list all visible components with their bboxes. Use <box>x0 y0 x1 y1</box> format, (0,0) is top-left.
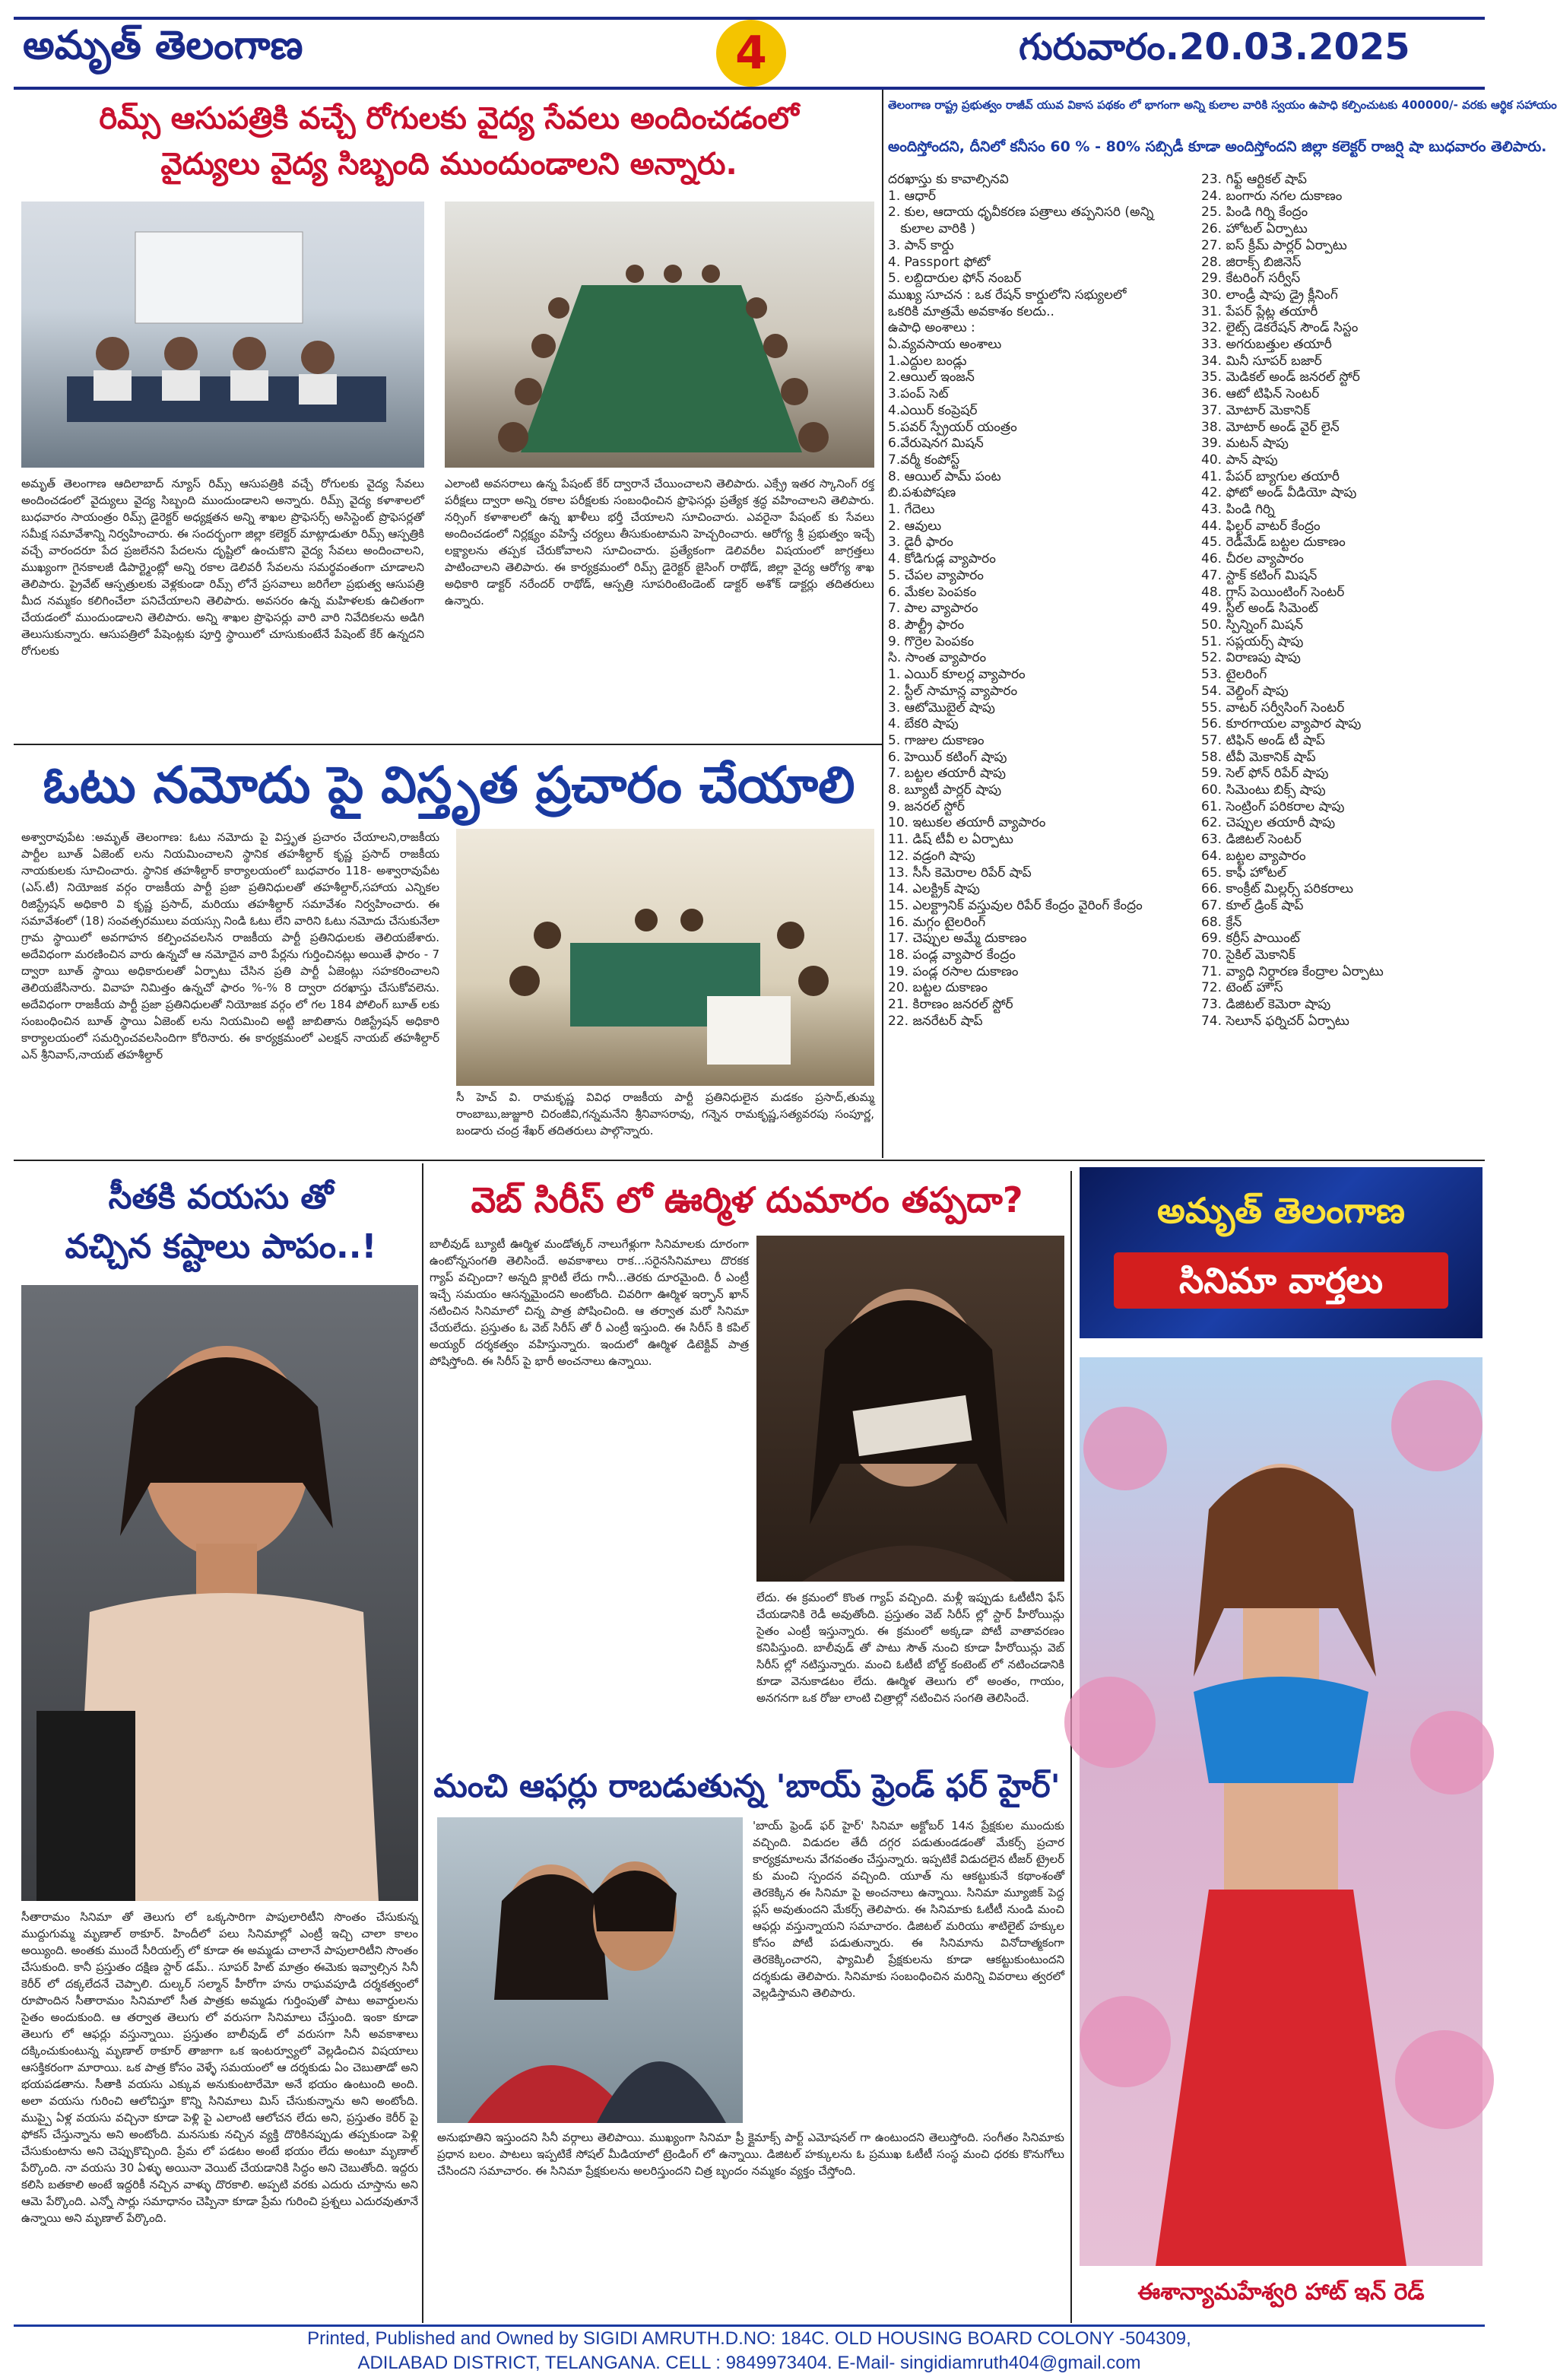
article4-body-bottom: లేదు. ఈ క్రమంలో కొంత గ్యాప్ వచ్చింది. మళ్లీ ఇప్పుడు ఓటీటీని ఫేస్ చేయడానికి రెడీ అవుతోంది. ప్రస్తుతం వెబ్ సిరీస్ ల్లో స్టార్ హీరోయిన్లు సైతం ఎంట్రీ ఇస్తున్నారు. ఈ క్రమంలో అక్కడా పోటీ వాతావరణం కనిపిస్తుంది. బాలీవుడ్ తో పాటు సౌత్ నుంచి కూడా హీరోయిన్లు వెబ్ సిరీస్ ల్లో నటిస్తున్నారు. మంచి ఓటీటీ బోల్డ్ కంటెంట్ లో నటించడానికి కూడా వెనుకాడటం లేదు. ఊర్మిళ తెలుగు లో అంతం, గాయం, అనగనగా ఒక రోజు లాంటి చిత్రాల్లో నటించిన సంగతి తెలిసిందే. <box>756 1591 1064 1705</box>
article4-body-top: బాలీవుడ్ బ్యూటీ ఊర్మిళ మండోత్కర్ నాలుగేళ్లుగా సినిమాలకు దూరంగా ఉంటోన్నసంగతి తెలిసిందే. అవకాశాలు రాక...సరైనసినిమాలు దొరకక గ్యాప్ వచ్చిందా? అన్నది క్లారిటీ లేదు గానీ...తెరకు దూరమైంది. రీ ఎంట్రీ ఇచ్చే సమయం ఆసన్నమైందని అంటోంది. చివరిగా ఊర్మిళ ఇర్ఫాన్ ఖాన్ నటించిన సినిమాలో చిన్న పాత్ర పోషించింది. ఆ తర్వాత మరో సినిమా చేయలేదు. ప్రస్తుతం ఓ వెబ్ సిరీస్ తో రీ ఎంట్రీ ఇస్తుంది. ఈ సిరీస్ కి కపిల్ అయ్యర్ దర్శకత్వం వహిస్తున్నారు. ఇందులో ఊర్మిళ డిటెక్టివ్ పాత్ర పోషిస్తోంది. ఈ సిరీస్ పై భారీ అంచనాలు ఉన్నాయి. <box>430 1237 749 1368</box>
webseries-poster-image <box>756 1236 1064 1582</box>
article1-body-left: అమృత్ తెలంగాణ ఆదిలాబాద్ న్యూస్ రిమ్స్ ఆసుపత్రికి వచ్చే రోగులకు వైద్య సేవలు అందించడంలో వైద్యులు వైద్య సిబ్బంది ముందుండాలని అన్నారు. రిమ్స్ వైద్య కళాశాలలో బుధవారం సాయంత్రం రిమ్స్ డైరెక్టర్ అధ్యక్షతన అన్ని శాఖల ప్రొఫెసర్స్ అసిస్టెంట్ ప్రొఫెసర్లతో సమీక్ష సమావేశాన్ని నిర్వహించారు. ఈ సందర్భంగా జిల్లా కలెక్టర్ మాట్లాడుతూ రిమ్స్ ఆస్పత్రికి వచ్చే వారందరూ పేద ప్రజలేనని పేదలను దృష్టిలో ఉంచుకొని వైద్య సేవలు అందించాలని, ముఖ్యంగా గైనకాలజీ డిపార్ట్మెంట్లో అన్ని రకాల డెలివరీ సేవలను సమర్థవంతంగా చూడాలని తెలిపారు. ప్రైవేట్ ఆస్పత్రులకు వెళ్లకుండా రిమ్స్ లోనే ప్రసవాలు జరిగేలా ప్రభుత్వ ఆసుపత్రి మీద నమ్మకం కలిగించేలా పనిచేయాలని తెలిపారు. అవసరం ఉన్న మహిళలకు ఉచితంగా చేయడంలో ముందుండాలని తెలిపారు. అన్ని శాఖల ప్రొఫెసర్లు వారి వారి నివేదికలను అడిగి తెలుసుకున్నారు. ఆసుపత్రిలో పేషెంట్లకు పూర్తి స్థాయిలో చూసుకుంటేనే పేషెంట్ కేర్ ఉన్నదని రోగులకు <box>21 477 424 658</box>
article3-headline-line2: వచ్చిన కష్టాలు పాపం..! <box>65 1227 377 1266</box>
actress-photo-mrunal-image <box>21 1285 418 1901</box>
page-number: 4 <box>716 20 786 87</box>
article1-headline-line2: వైద్యులు వైద్య సిబ్బంది ముందుండాలని అన్నారు. <box>160 147 737 182</box>
footer-line1: Printed, Published and Owned by SIGIDI AMRUTH.D.NO: 184C. OLD HOUSING BOARD COLONY -504309, <box>307 2328 1191 2349</box>
article2-headline: ఓటు నమోదు పై విస్తృత ప్రచారం చేయాలి <box>43 756 855 814</box>
party-meeting-photo-image <box>456 829 874 1086</box>
footer-line2: ADILABAD DISTRICT, TELANGANA. CELL : 9849973404. E-Mail- singidiamruth404@gmail.com <box>357 2353 1141 2373</box>
column-divider <box>422 1163 423 2323</box>
scheme-list-col1: దరఖాస్తు కు కావాల్సినవి 1. ఆధార్ 2. కుల, ఆదాయ ధృవీకరణ పత్రాలు తప్పనిసరి (అన్ని కులాల వారికి ) 3. పాన్ కార్డు 4. Passport ఫోటో 5. లబ్దిదారుల ఫోన్ నంబర్ ముఖ్య సూచన : ఒక రేషన్ కార్డులోని సభ్యులలో ఒకరికి మాత్రమే అవకాశం కలదు.. ఉపాధి అంశాలు : ఏ.వ్యవసాయ అంశాలు 1.ఎద్దుల బండ్లు 2.ఆయిల్ ఇంజన్ 3.పంప్ సెట్ 4.ఎయిర్ కంప్రెషర్ 5.పవర్ స్ప్రేయర్ యంత్రం 6.వేరుషెనగ మిషన్ 7.వర్మీ కంపోస్ట్ 8. ఆయిల్ పామ్ పంట బి.పశుపోషణ 1. గేదెలు 2. ఆవులు 3. డైరీ ఫారం 4. కోడిగుడ్ల వ్యాపారం 5. చేపల వ్యాపారం 6. మేకల పెంపకం 7. పాల వ్యాపారం 8. పౌల్ట్రీ ఫారం 9. గొర్రెల పెంపకం సి. సాంత వ్యాపారం 1. ఎయిర్ కూలర్ల వ్యాపారం 2. స్టీల్ సామాన్ల వ్యాపారం 3. ఆటోమొబైల్ షాపు 4. బేకరి షాపు 5. గాజుల దుకాణం 6. హెయిర్ కటింగ్ షాపు 7. బట్టల తయారీ షాపు 8. బ్యూటీ పార్లర్ షాపు 9. జనరల్ స్టోర్ 10. ఇటుకల తయారీ వ్యాపారం 11. డిష్ టీవీ ల ఏర్పాటు 12. వడ్రంగి షాపు 13. సీసీ కెమెరాల రిపేర్ షాప్ 14. ఎలక్ట్రిక్ షాపు 15. ఎలక్ట్రానిక్ వస్తువుల రిపేర్ కేంద్రం వైరింగ్ కేంద్రం 16. మగ్గం టైలరింగ్ 17. చెప్పుల అమ్మే దుకాణం 18. పండ్ల వ్యాపార కేంద్రం 19. పండ్ల రసాల దుకాణం 20. బట్టల దుకాణం 21. కిరాణం జనరల్ స్టోర్ 22. జనరేటర్ షాప్ <box>888 172 1154 1029</box>
meeting-photo-1-image <box>21 202 424 468</box>
actress-photo-mrunal <box>21 1285 418 1901</box>
webseries-poster <box>756 1236 1064 1582</box>
article3-headline-line1: సీతకి వయసు తో <box>108 1178 334 1217</box>
masthead: అమృత్ తెలంగాణ <box>23 23 303 68</box>
section-divider <box>14 1160 1485 1161</box>
article3-body: సీతారామం సినిమా తో తెలుగు లో ఒక్కసారిగా పాపులారిటీని సొంతం చేసుకున్న ముద్దుగుమ్మ మృణాల్ ఠాకూర్. హిందీలో పలు సినిమాల్లో ఎంట్రీ ఇచ్చి చాలా కాలం అయ్యింది. అంతకు ముందే సీరియల్స్ లో కూడా ఈ అమ్మడు చాలానే పాపులారిటీని సొంతం చేసుకుంది. కానీ ప్రస్తుతం దక్షిణ స్టార్ డమ్.. సూపర్ హిట్ మాత్రం ఈమెకు ఇవ్వాల్సిన సినీ కెరీర్ లో దక్కలేదనే చెప్పాలి. దుల్కర్ సల్మాన్ హీరోగా హను రాఘవపూడి దర్శకత్వంలో రూపొందిన సీతారామం సినిమాలో సీత పాత్రకు అమ్మడు గుర్తింపుతో పాటు అవార్డులను సైతం అందుకుంది. ఆ తర్వాత తెలుగు లో వరుసగా సినిమాలు చేస్తుంది. ఇంకా కూడా తెలుగు లో ఆఫర్లు వస్తున్నాయి. ప్రస్తుతం బాలీవుడ్ లో వరుసగా సినీ అవకాశాలు దక్కించుకుంటున్న మృణాల్ ఠాకూర్ తాజాగా ఒక ఇంటర్వ్యూలో వెల్లడించిన విషయాలు ఆసక్తికరంగా మారాయి. ఒక పాత్ర కోసం వెళ్ళే సమయంలో ఆ దర్శకుడు ఏం చెబుతాడో అని భయపడతాను. సీతాకి వయసు ఎక్కువ అనుకుంటారేమో అనే భయం ఉంటుంది అంది. అలా వయసు గురించి ఆలోచిస్తూ కొన్ని సినిమాలు మిస్ చేసుకున్నాను అని అంటోంది. ముప్పై ఏళ్ల వయసు వచ్చినా కూడా పెళ్లి పై ఎలాంటి ఆలోచన లేదు అని, ప్రస్తుతం కెరీర్ పై ఫోకస్ చేస్తున్నాను అని అంటోంది. మనసుకు నచ్చిన వ్యక్తి దొరికినప్పుడు తప్పకుండా పెళ్లి చేసుకుంటాను అని చెప్పుకొచ్చింది. ప్రేమ లో పడటం అంటే భయం లేదు అంటూ మృణాల్ పేర్కొంది. నా వయసు 30 ఏళ్ళు అయినా వెయిట్ చేయడానికి సిద్ధం అని చెబుతోంది. ఇద్దరు కలిసి బతకాలి అంటే ఇద్దరికీ నచ్చిన వాళ్ళు దొరకాలి. అప్పటి వరకు ఎదురు చూస్తాను అని ఆమె పేర్కొంది. ఎన్నో సార్లు సమాధానం చెప్పినా కూడా ప్రేమ గురించి ప్రశ్నలు ఎదురవుతూనే ఉన్నాయి అని మృణాల్ పేర్కొంది. <box>21 1910 418 2225</box>
party-meeting-photo <box>456 829 874 1086</box>
cinema-news-banner <box>1080 1167 1482 1338</box>
scheme-intro-line2: అందిస్తోందని, దీనిలో కనీసం 60 % - 80% సబ్సిడీ కూడా అందిస్తోందని జిల్లా కలెక్టర్ రాజర్షి షా బుధవారం తెలిపారు. <box>888 138 1547 155</box>
scheme-intro-line1: తెలంగాణ రాష్ట్ర ప్రభుత్వం రాజీవ్ యువ వికాస పథకం లో భాగంగా అన్ని కులాల వారికి స్వయం ఉపాధి కల్పించుటకు 400000/- వరకు ఆర్థిక సహాయం <box>888 98 1557 112</box>
article2-body-continued: సీ హెచ్ వి. రామకృష్ణ వివిధ రాజకీయ పార్టీ ప్రతినిధులైన మడకం ప్రసాద్,తుమ్మ రాంబాబు,జుజ్జూరి చిరంజీవి,గన్నమనేని శ్రీనివాసరావు, గన్నెన రామకృష్ణ,సత్యవరపు సంపూర్ణ, బండారు చంద్ర శేఖర్ తదితరులు పాల్గొన్నారు. <box>456 1090 874 1138</box>
article1-headline-line1: రిమ్స్ ఆసుపత్రికి వచ్చే రోగులకు వైద్య సేవలు అందించడంలో <box>99 101 799 136</box>
article1-body-right: ఎలాంటి అవసరాలు ఉన్న పేషంట్ కేర్ ద్వారానే చేయించాలని తెలిపారు. ఎక్స్రే ఇతర స్కానింగ్ రక్త పరీక్షలు ద్వారా అన్ని రకాల పరీక్షలకు సంబంధించిన ఫ్రొఫెసర్లు ప్రత్యేక శ్రద్ధ వహించాలని తెలిపారు. నర్సింగ్ కళాశాలలో ఉన్న ఖాళీలు భర్తీ చేయాలని సూచించారు. ఎవరైనా పేషంట్ కు సేవలు అందించడంలో నిర్లక్ష్యం వహిస్తే చర్యలు తీసుకుంటామని హెచ్చరించారు. ఆరోగ్య శ్రీ ప్రభుత్వం ఇచ్చే లక్ష్యాలను తప్పక చేరుకోవాలని సూచించారు. ప్రత్యేకంగా డెలివరీల విషయంలో జాగ్రత్తలు పాటించాలని తెలిపారు. ఈ కార్యక్రమంలో రిమ్స్ డైరెక్టర్ జైసింగ్ రాథోడ్, జిల్లా వైద్య ఆరోగ్య శాఖ అధికారి డాక్టర్ నరేందర్ రాథోడ్, ఆస్పత్రి సూపరింటెండెంట్ డాక్టర్ అశోక్ డాక్టర్లు తదితరులు ఉన్నారు. <box>445 477 874 608</box>
cinema-banner-title: అమృత్ తెలంగాణ <box>1157 1190 1405 1231</box>
column-divider <box>882 90 883 1158</box>
meeting-photo-2 <box>445 202 874 468</box>
article5-body-top: 'బాయ్ ఫ్రెండ్ ఫర్ హైర్' సినిమా అక్టోబర్ 14న ప్రేక్షకుల ముందుకు వచ్చింది. విడుదల తేదీ దగ్గర పడుతుండడంతో మేకర్స్ ప్రచార కార్యక్రమాలను వేగవంతం చేస్తున్నారు. ఇప్పటికే విడుదలైన టీజర్ ట్రైలర్ కు మంచి స్పందన వచ్చింది. యూత్ ను ఆకట్టుకునే కథాంశంతో తెరకెక్కిన ఈ సినిమా పై అంచనాలు ఉన్నాయి. సినిమా మ్యూజిక్ పెద్ద ప్లస్ అవుతుందని మేకర్స్ తెలిపారు. ఈ సినిమాకు ఓటీటీ నుండి మంచి ఆఫర్లు వస్తున్నాయని సమాచారం. డిజిటల్ మరియు శాటిలైట్ హక్కుల కోసం పోటీ పడుతున్నారు. ఈ సినిమాను వినోదాత్మకంగా తెరకెక్కించారని, ఫ్యామిలీ ప్రేక్షకులను కూడా ఆకట్టుకుంటుందని దర్శకుడు తెలిపారు. సినిమాకు సంబంధించిన మరిన్ని వివరాలు త్వరలో వెల్లడిస్తామని తెలిపారు. <box>753 1819 1064 2000</box>
actress-photo-esha <box>1080 1357 1482 2266</box>
photo-caption: ఈశాన్యామహేశ్వరి హాట్ ఇన్ రెడ్ <box>1137 2279 1425 2305</box>
article2-body: అశ్వారావుపేట :అమృత్ తెలంగాణ: ఓటు నమోదు పై విస్తృత ప్రచారం చేయాలని,రాజకీయ పార్టీల బూత్ ఏజెంట్ లను నియమించాలని స్థానిక తహశీల్దార్ కృష్ణ ప్రసాద్ రాజకీయ నాయకులకు సూచించారు. స్థానిక తహశీల్దార్ కార్యాలయంలో బుధవారం 118- అశ్వారావుపేట (ఎస్.టీ) నియోజక వర్గం రాజకీయ పార్టీ ప్రజా ప్రతినిధులతో తహశీల్దార్,సహాయ ఎన్నికల రిజిస్ట్రేషన్ అధికారి వి కృష్ణ ప్రసాద్, మరియు తహశీల్దార్ సమావేశం నిర్వహించారు. ఈ సమావేశంలో (18) సంవత్సరములు వయస్సు నిండి ఓటు లేని వారిని ఓటు నమోదు చేసుకునేలా గ్రామ స్థాయిలో అవగాహన కల్పించవలసిన రాజకీయ పార్టీ ప్రతినిధులకు తెలియజేశారు. అదేవిధంగా మరణించిన వారు ఉన్నచో ఆ నమోదైన వారి పేర్లను గుర్తించినట్లు అయితే ఫారం - 7 ద్వారా బూత్ స్థాయి అధికారులతో ఏర్పాటు చేసిన ప్రతి పార్టీ ఏజెంట్లు సహకరించాలని తెలియజేసినారు. వివాహ నిమిత్తం ఉన్నచో ఫారం %-% 8 ద్వారా దరఖాస్తు చేసుకోవలెను. అదేవిధంగా రాజకీయ పార్టీ ప్రజా ప్రతినిధులతో నియోజక వర్గం లో గల 184 పోలింగ్ బూత్ లకు సంబంధించిన బూత్ స్థాయి ఏజెంట్ లను నియమించి అట్టి జాబితాను రిజిస్ట్రేషన్ అధికారి కార్యాలయంలో సమర్పించవలసిందిగా కోరినారు. ఈ కార్యక్రమంలో ఎలక్షన్ నాయబ్ తహశీల్దార్ ఎన్ శ్రీనివాస్,నాయబ్ తహశీల్దార్ <box>21 830 439 1061</box>
article5-body-bottom: అనుభూతిని ఇస్తుందని సినీ వర్గాలు తెలిపాయి. ముఖ్యంగా సినిమా ప్రీ క్లైమాక్స్ పార్ట్ ఎమోషనల్ గా ఉంటుందని తెలుస్తోంది. సంగీతం సినిమాకు ప్రధాన బలం. పాటలు ఇప్పటికే సోషల్ మీడియాలో ట్రెండింగ్ లో ఉన్నాయి. డిజిటల్ హక్కులను ఓ ప్రముఖ ఓటీటీ సంస్థ మంచి ధరకు కొనుగోలు చేసిందని సమాచారం. ఈ సినిమా ప్రేక్షకులను అలరిస్తుందని చిత్ర బృందం నమ్మకం వ్యక్తం చేస్తోంది. <box>437 2131 1064 2178</box>
actress-photo-esha-image <box>1080 1357 1482 2266</box>
issue-date: గురువారం.20.03.2025 <box>1019 26 1410 68</box>
section-divider <box>14 744 882 745</box>
article5-headline: మంచి ఆఫర్లు రాబడుతున్న 'బాయ్ ఫ్రెండ్ ఫర్ హైర్' <box>433 1767 1061 1804</box>
article4-headline: వెబ్ సిరీస్ లో ఊర్మిళ దుమారం తప్పదా? <box>471 1179 1023 1220</box>
movie-still-photo-image <box>437 1817 743 2123</box>
scheme-list-col2: 23. గిఫ్ట్ ఆర్టికల్ షాప్ 24. బంగారు నగల దుకాణం 25. పిండి గిర్ని కేంద్రం 26. హోటల్ ఏర్పాటు 27. ఐస్ క్రీమ్ పార్లర్ ఏర్పాటు 28. జిరాక్స్ బిజినెస్ 29. కేటరింగ్ సర్వీస్ 30. లాండ్రీ షాపు డ్రై క్లీనింగ్ 31. పేపర్ ప్లేట్ల తయారీ 32. లైట్స్ డెకరేషన్ సౌండ్ సిస్టం 33. అగరుబత్తుల తయారీ 34. మినీ సూపర్ బజార్ 35. మెడికల్ అండ్ జనరల్ స్టోర్ 36. ఆటో టిఫిన్ సెంటర్ 37. మోటార్ మెకానిక్ 38. మోటార్ అండ్ వైర్ లైన్ 39. మటన్ షాపు 40. పాన్ షాపు 41. పేపర్ బ్యాగుల తయారీ 42. ఫోటో అండ్ వీడియో షాపు 43. పిండి గిర్ని 44. ఫిల్టర్ వాటర్ కేంద్రం 45. రెడీమేడ్ బట్టల దుకాణం 46. చీరల వ్యాపారం 47. స్టాక్ కటింగ్ మిషన్ 48. గ్లాస్ పెయింటింగ్ సెంటర్ 49. స్టీల్ అండ్ సిమెంట్ 50. స్పిన్నింగ్ మిషన్ 51. సప్లయర్స్ షాపు 52. విరాణపు షాపు 53. టైలరింగ్ 54. వెల్డింగ్ షాపు 55. వాటర్ సర్వీసింగ్ సెంటర్ 56. కూరగాయల వ్యాపార షాపు 57. టిఫిన్ అండ్ టీ షాప్ 58. టీవీ మెకానిక్ షాప్ 59. సెల్ ఫోన్ రిపేర్ షాపు 60. సిమెంటు బిక్స్ షాపు 61. సెంట్రింగ్ పరికరాల షాపు 62. చెప్పుల తయారీ షాపు 63. డిజిటల్ సెంటర్ 64. బట్టల వ్యాపారం 65. కాఫీ హోటల్ 66. కాంక్రీట్ మిల్లర్స్ పరికరాలు 67. కూల్ డ్రింక్ షాప్ 68. క్రేన్ 69. కర్రీస్ పాయింట్ 70. సైకిల్ మెకానిక్ 71. వ్యాధి నిర్ధారణ కేంద్రాల ఏర్పాటు 72. టెంట్ హౌస్ 73. డిజిటల్ కెమెరా షాపు 74. సెలూన్ ఫర్నిచర్ ఏర్పాటు <box>1201 172 1384 1029</box>
meeting-photo-2-image <box>445 202 874 468</box>
meeting-photo-1 <box>21 202 424 468</box>
footer <box>14 2327 1485 2380</box>
movie-still-photo <box>437 1817 743 2123</box>
cinema-banner-subtitle: సినిమా వార్తలు <box>1114 1252 1448 1309</box>
